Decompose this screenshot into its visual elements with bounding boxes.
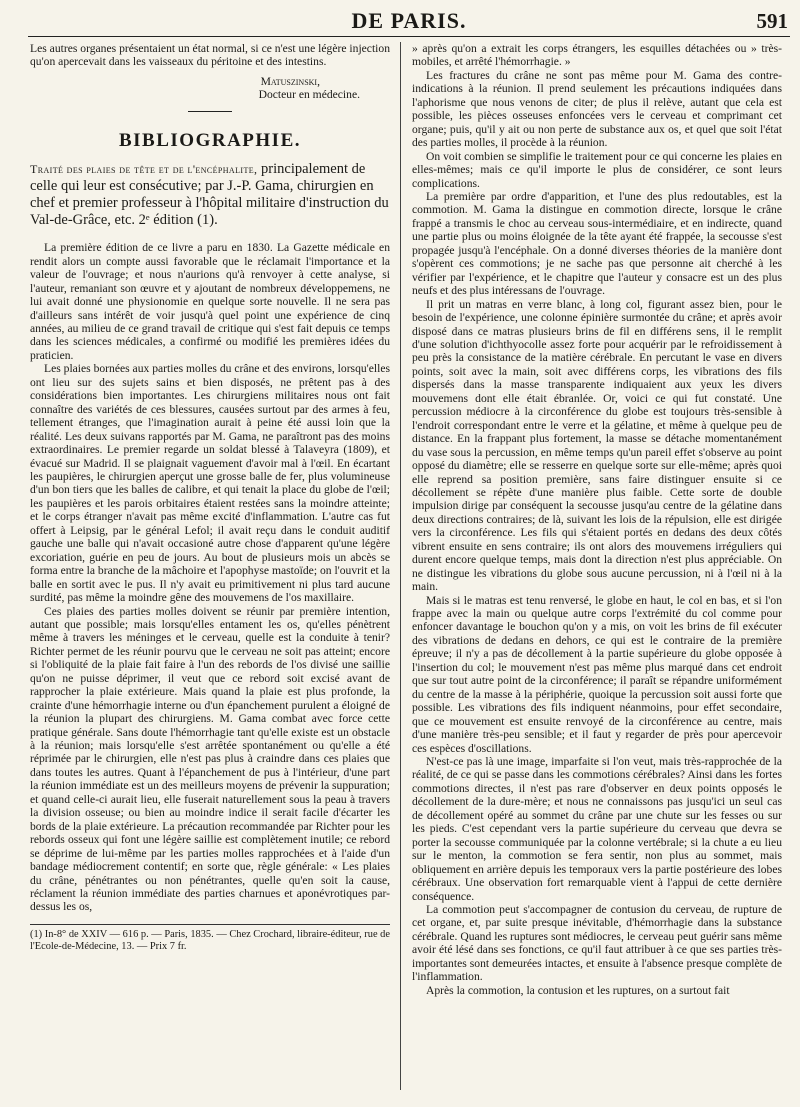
body-paragraph: La commotion peut s'accompagner de contusion du cerveau, de rupture de cet organe, et, par suite presque inévitable, d'hémorrhagie dans la substance cérébrale. Quand les ruptures sont médiocres, le cerveau peut guérir sans même avoir été lésé dans ses fonctions, ce qu'il faut attribuer à ce que ses parties très-importantes sont demeurées intactes, et ensuite à l'absence presque complète de l'inflammation. bbox=[412, 903, 782, 984]
body-paragraph: Il prit un matras en verre blanc, à long col, figurant assez bien, pour le besoin de l'expérience, une colonne épinière surmontée du crâne; et après avoir disposé dans ce matras plusieurs brins de fil en différens sens, il le remplit d'une solution d'ichthyocolle assez forte pour acquérir par le refroidissement à peu près la consistance de la matière cérébrale. En percutant le vase en divers points, soit avec la main, soit avec différens corps, les vibrations des fils dispersés dans la masse transparente indiquaient aux yeux les divers mouvemens dont elle était ébranlée. Or, voici ce qui fut constaté. Une percussion médiocre à la circonférence du globe est toujours très-sensible à l'endroit correspondant entre le verre et la gélatine, et même à quelque peu de distance. En la frappant plus fortement, la masse se détache momentanément du vase sous la percussion, en même temps qu'un pareil effet s'observe au point opposé du diamètre; elle se resserre en quelque sorte sur elle-même; après quoi elle reprend sa position première, sans faire distinguer ensuite si ce décollement se répète d'une manière plus faible. Cette sorte de double impulsion dirige par conséquent la secousse jusqu'au centre de la gélatine dans deux directions contraires; de là, suivant les lois de la répulsion, elle est dirigée vers la circonférence. Les fils qui s'étaient portés en dedans des deux côtés vibrent ensuite en sens contraire; ils ont alors des mouvemens irréguliers qui durent encore quelque temps, mais dont la direction n'est plus appréciable. On ne distingue les vibrations du globe sous aucune percussion, ni à l'œil ni à la main. bbox=[412, 297, 782, 594]
column-divider bbox=[400, 42, 401, 1090]
book-title-rest: principalement de celle qui leur est consécutive; par J.-P. Gama, chirurgien en chef et premier professeur à l'hôpital militaire d'instruction du Val-de-Grâce, etc. 2ᵉ édition (1). bbox=[30, 161, 389, 229]
page-number: 591 bbox=[756, 9, 788, 33]
body-paragraph: » après qu'on a extrait les corps étrangers, les esquilles détachées ou » très-mobiles, et arrêté l'hémorrhagie. » bbox=[412, 42, 782, 69]
right-column bbox=[412, 42, 782, 997]
body-paragraph: On voit combien se simplifie le traitement pour ce qui concerne les plaies en elles-mêmes; mais ce qu'il importe le plus de considérer, ce sont leurs complications. bbox=[412, 149, 782, 190]
intro-paragraph: Les autres organes présentaient un état normal, si ce n'est une légère injection qu'on apercevait dans les vaisseaux du péritoine et des intestins. bbox=[30, 42, 390, 69]
page-header bbox=[28, 6, 790, 37]
book-title bbox=[30, 161, 390, 229]
body-paragraph: Mais si le matras est tenu renversé, le globe en haut, le col en bas, et si l'on frappe avec la main ou quelque autre corps l'extrémité du col comme pour enfoncer davantage le bouchon qu'on y a mis, on voit les brins de fil exécuter des vibrations de dedans en dehors, ce qui est le contraire de la première épreuve; il n'y a pas de décollement à la partie supérieure du globe opposée à l'insertion du col; le mouvement n'est pas même plus marqué dans cet endroit que sur tout autre point de la circonférence; il paraît se répandre uniformément du centre de la masse à la périphérie, quoique la percussion soit aussi forte que possible. Les vibrations des fils indiquent néanmoins, pour effet secondaire, que ce mouvement est ensuite renvoyé de la circonférence au centre, mais d'une manière très-peu sensible; et il faut y regarder de près pour apercevoir ces espèces d'oscillations. bbox=[412, 593, 782, 755]
section-title: BIBLIOGRAPHIE. bbox=[118, 129, 301, 151]
footnote: (1) In-8° de XXIV — 616 p. — Paris, 1835. — Chez Crochard, libraire-éditeur, rue de l'Ecole-de-Médecine, 13. — Prix 7 fr. bbox=[30, 928, 390, 952]
body-paragraph: Après la commotion, la contusion et les ruptures, on a surtout fait bbox=[426, 983, 730, 997]
running-title: DE PARIS. bbox=[351, 8, 467, 33]
body-paragraph: N'est-ce pas là une image, imparfaite si l'on veut, mais très-rapprochée de la réalité, de ce qui se passe dans les commotions cérébrales? Ainsi dans les fortes commotions directes, il n'est pas rare d'observer en deux points opposés le décollement de la dure-mère; et nous ne connaissons pas jusqu'ici un seul cas de décollement opéré au sommet du crâne par une chute sur les fesses ou sur les pieds. C'est cependant vers la partie supérieure du cerveau que devra se porter la secousse communiquée par la colonne vertébrale; si la chute a eu lieu sur le menton, la commotion se fera sentir, non plus au sommet, mais obliquement en arrière depuis les temporaux vers la partie postérieure des lobes cérébraux. Une observation fort remarquable vient à l'appui de cette dernière conséquence. bbox=[412, 755, 782, 903]
book-title-lead: Traité des plaies de tête et de l'encéphalite, bbox=[30, 162, 258, 177]
signature-name: Matuszinski, bbox=[260, 74, 320, 88]
body-paragraph: Les fractures du crâne ne sont pas même pour M. Gama des contre-indications à la réunion. Il prend seulement les précautions indiquées dans l'aphorisme que nous venons de citer; de plus il relève, autant que cela est possible, les pièces osseuses enfoncées vers le cerveau et comprimant cet organe; puis, qu'il y ait ou non perte de substance aux os, et quel que soit l'état des parties molles, il procède à la réunion. bbox=[412, 68, 782, 150]
signature-title: Docteur en médecine. bbox=[258, 88, 360, 102]
body-paragraph: La première par ordre d'apparition, et l'une des plus redoutables, est la commotion. M. Gama la distingue en commotion directe, lorsque le crâne frappé a transmis le choc au cerveau sous-intermédiaire, et en indirecte, quand une partie plus ou moins éloignée de la tête ayant été frappée, la secousse s'est propagée jusqu'à l'encéphale. On a donné diverses théories de la manière dont s'opèrent ces commotions; je ne sache pas que personne ait cherché à les vérifier par l'expérience, et le chapitre que l'auteur y consacre est un des plus neufs et des plus intéressans de l'ouvrage. bbox=[412, 189, 782, 298]
separator-rule bbox=[188, 111, 232, 112]
left-column bbox=[30, 42, 390, 953]
footnote-rule bbox=[30, 924, 390, 925]
body-paragraph: Ces plaies des parties molles doivent se réunir par première intention, autant que possible; mais lorsqu'elles entament les os, qu'elles pénètrent même à travers les méninges et le cerveau, quelle est la conduite à tenir? Richter permet de les réunir pourvu que le cerveau ne soit pas atteint; encore si l'obliquité de la plaie fait faire à l'un des rebords de l'os divisé une saillie qu'on ne puisse déprimer, il veut que ce rebord soit excisé avant de rapprocher la plaie extérieure. Mais quand la plaie est plus profonde, la crainte d'une hémorrhagie interne ou d'un épanchement purulent a éloigné de la réunion la plupart des chirurgiens. M. Gama combat avec force cette pratique générale. Sans doute l'hémorrhagie tant qu'elle existe est un obstacle à la réunion; mais lorsqu'elle s'est arrêtée spontanément ou qu'elle a été réprimée par le chirurgien, elle n'est pas plus à craindre dans ces plaies que dans toutes les autres. Quant à l'épanchement de pus à l'intérieur, d'une part la réunion immédiate est un des meilleurs moyens de prévenir la suppuration; et quand celle-ci aurait lieu, elle fuserait naturellement sous la peau à travers la division osseuse; ou bien au moindre indice il serait facile d'écarter les bords de la plaie extérieure. La précaution recommandée par Richter pour les rebords osseux qui font une légère saillie est complètement inutile; ce rebord se déprime de lui-même par les parties molles rapprochées et à l'aide d'un bandage médiocrement contentif; en sorte que, règle générale: « Les plaies du crâne, pénétrantes ou non pénétrantes, quelle qu'en soit la cause, réclament la réunion immédiate des parties charnues et aponévrotiques par-dessus les os, bbox=[30, 604, 390, 914]
body-paragraph: Les plaies bornées aux parties molles du crâne et des environs, lorsqu'elles ont lieu sur des sujets sains et bien disposés, ne prêtent pas à des considérations bien importantes. Les chirurgiens militaires nous ont fait connaître des variétés de ces blessures, causées surtout par des armes à feu, tellement étranges, que l'imagination aurait à peine été aussi loin que la réalité. Les deux suivans rapportés par M. Gama, ne paraîtront pas des moins extraordinaires. Le premier regarde un soldat blessé à Talaveyra (1809), et évacué sur Madrid. Il se plaignait vaguement d'avoir mal à l'œil. En écartant les paupières, le chirurgien aperçut une grosse balle de fer, plus volumineuse d'un bon tiers que les balles de calibre, et qui tenait la place du globe de l'œil; les paupières et les parois orbitaires étaient restées sans la moindre atteinte; et le corps étranger n'avait pas même excité d'inflammation. L'autre cas fut offert à Leipsig, par le général Lefol; il avait reçu dans le conduit auditif gauche une balle qui n'avait occasioné autre chose d'apparent qu'une légère excoriation, guérie en peu de jours. Au bout de plusieurs mois un abcès se forma entre la branche de la mâchoire et l'apophyse mastoïde; on l'ouvrit et la balle en sortit avec le pus. Il n'y avait eu primitivement ni plus tard aucune surdité, pas même la moindre gêne des mouvemens de l'os maxillaire. bbox=[30, 362, 390, 605]
body-paragraph: La première édition de ce livre a paru en 1830. La Gazette médicale en rendit alors un compte aussi favorable que le réclamait l'importance et la valeur de l'ouvrage; et nous n'aurions qu'à renvoyer à cette analyse, si l'auteur, remaniant son œuvre et y ajoutant de nombreux développemens, ne lui avait donné une physionomie en quelque sorte nouvelle. Il ne sera pas d'ailleurs sans intérêt de voir jusqu'à quel point une expérience de cinq années, au milieu de ce grand travail de critique qui s'est fait depuis ce temps dans les sciences médicales, a confirmé ou modifié les premières idées du praticien. bbox=[30, 241, 390, 362]
